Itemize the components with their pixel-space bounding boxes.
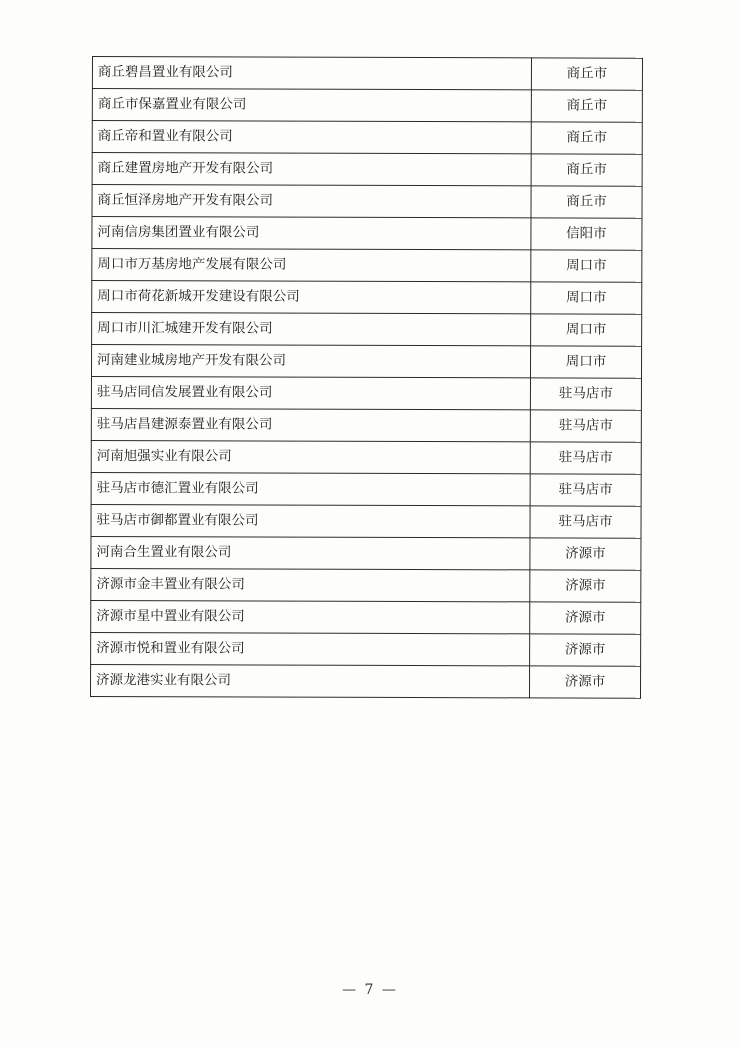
city-cell: 驻马店市: [530, 474, 641, 506]
table-row: [92, 313, 642, 347]
city-cell: 商丘市: [531, 122, 642, 154]
company-name-cell: 商丘市保嘉置业有限公司: [92, 89, 531, 122]
city-cell: 济源市: [530, 634, 641, 666]
table-row: [91, 472, 641, 506]
company-name-cell: 济源龙港实业有限公司: [90, 664, 529, 697]
company-name-cell: 商丘建置房地产开发有限公司: [92, 153, 531, 186]
company-name-cell: 商丘帝和置业有限公司: [92, 121, 531, 154]
city-cell: 周口市: [531, 282, 642, 314]
table-row: [91, 568, 641, 602]
table-row: [92, 185, 642, 219]
company-name-cell: 驻马店同信发展置业有限公司: [91, 377, 530, 410]
page-number: — 7 —: [342, 982, 398, 998]
city-cell: 济源市: [530, 538, 641, 570]
city-cell: 周口市: [531, 314, 642, 346]
city-cell: 驻马店市: [530, 442, 641, 474]
table-row: [92, 121, 642, 155]
company-name-cell: 驻马店昌建源泰置业有限公司: [91, 408, 530, 441]
city-cell: 驻马店市: [530, 378, 641, 410]
table-row: [92, 217, 642, 251]
company-name-cell: 周口市万基房地产发展有限公司: [92, 249, 531, 282]
city-cell: 济源市: [530, 570, 641, 602]
company-name-cell: 济源市星中置业有限公司: [91, 600, 530, 633]
company-name-cell: 河南旭强实业有限公司: [91, 440, 530, 473]
company-table: [90, 56, 643, 699]
city-cell: 信阳市: [531, 218, 642, 250]
table-row: [92, 89, 642, 123]
city-cell: 周口市: [531, 250, 642, 282]
table-row: [92, 281, 642, 315]
table-row: [91, 408, 641, 442]
city-cell: 驻马店市: [530, 410, 641, 442]
table-row: [92, 57, 642, 91]
company-name-cell: 商丘恒泽房地产开发有限公司: [92, 185, 531, 218]
city-cell: 驻马店市: [530, 506, 641, 538]
company-name-cell: 河南信房集团置业有限公司: [92, 217, 531, 250]
city-cell: 周口市: [530, 346, 641, 378]
city-cell: 商丘市: [531, 90, 642, 122]
city-cell: 济源市: [529, 666, 640, 698]
city-cell: 商丘市: [531, 154, 642, 186]
company-name-cell: 周口市川汇城建开发有限公司: [92, 313, 531, 346]
city-cell: 商丘市: [531, 186, 642, 218]
company-name-cell: 商丘碧昌置业有限公司: [92, 57, 531, 90]
table-row: [90, 664, 640, 698]
table-row: [91, 345, 641, 379]
company-name-cell: 济源市悦和置业有限公司: [91, 632, 530, 665]
table-row: [91, 632, 641, 666]
company-table-body: [90, 57, 642, 699]
company-name-cell: 周口市荷花新城开发建设有限公司: [92, 281, 531, 314]
city-cell: 商丘市: [531, 58, 642, 90]
company-name-cell: 河南建业城房地产开发有限公司: [91, 345, 530, 378]
company-name-cell: 河南合生置业有限公司: [91, 536, 530, 569]
table-row: [92, 153, 642, 187]
table-row: [91, 377, 641, 411]
table-row: [92, 249, 642, 283]
table-row: [91, 440, 641, 474]
table-row: [91, 504, 641, 538]
table-row: [91, 536, 641, 570]
company-name-cell: 济源市金丰置业有限公司: [91, 568, 530, 601]
company-name-cell: 驻马店市御都置业有限公司: [91, 504, 530, 537]
company-name-cell: 驻马店市德汇置业有限公司: [91, 472, 530, 505]
table-row: [91, 600, 641, 634]
city-cell: 济源市: [530, 602, 641, 634]
